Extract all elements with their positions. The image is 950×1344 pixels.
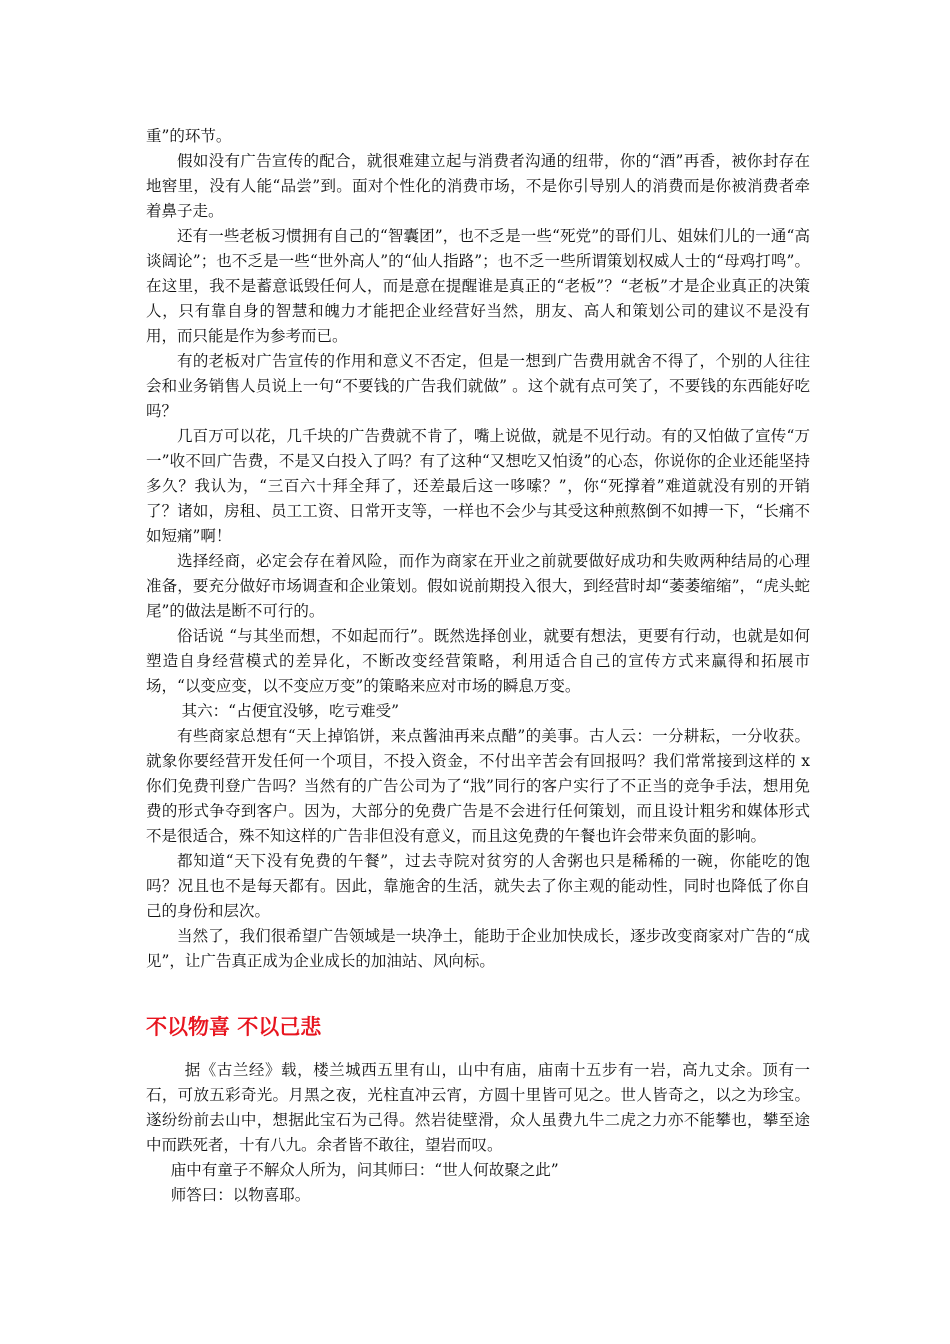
paragraph: 选择经商，必定会存在着风险，而作为商家在开业之前就要做好成功和失败两种结局的心理准备，要充分做好市场调查和企业策划。假如说前期投入很大，到经营时却“萎萎缩缩”，“虎头蛇尾”的做法是断不可行的。: [146, 552, 810, 620]
paragraph: 据《古兰经》载，楼兰城西五里有山，山中有庙，庙南十五步有一岩，高九丈余。顶有一石，可放五彩奇光。月黑之夜，光柱直冲云宵，方圆十里皆可见之。世人皆奇之，以之为珍宝。遂纷纷前去山中，想据此宝石为己得。然岩徒壁滑，众人虽费九牛二虎之力亦不能攀也，攀至途中而跌死者，十有八九。余者皆不敢往，望岩而叹。: [146, 1061, 810, 1154]
subheading: 其六：“占便宜没够，吃亏难受”: [181, 702, 399, 720]
paragraph: 庙中有童子不解众人所为，问其师曰：“世人何故聚之此”: [170, 1161, 559, 1179]
paragraph: 当然了，我们很希望广告领域是一块净土，能助于企业加快成长，逐步改变商家对广告的“成见”，让广告真正成为企业成长的加油站、风向标。: [146, 927, 810, 970]
section-title: 不以物喜 不以己悲: [146, 1015, 322, 1039]
paragraph: 有些商家总想有“天上掉馅饼，来点酱油再来点醋”的美事。古人云：一分耕耘，一分收获。就象你要经营开发任何一个项目，不投入资金，不付出辛苦会有回报吗？我们常常接到这样的 x 你们免费刊登广告吗？当然有的广告公司为了“戕”同行的客户实行了不正当的竞争手法，想用免费的形式争夺到客户。因为，大部分的免费广告是不会进行任何策划，而且设计粗劣和媒体形式不是很适合，殊不知这样的广告非但没有意义，而且这免费的午餐也许会带来负面的影响。: [146, 727, 810, 845]
paragraph: 还有一些老板习惯拥有自己的“智囊团”，也不乏是一些“死党”的哥们儿、姐妹们儿的一通“高谈阔论”；也不乏是一些“世外高人”的“仙人指路”；也不乏一些所谓策划权威人士的“母鸡打鸣”。在这里，我不是蓄意诋毁任何人，而是意在提醒谁是真正的“老板”？“老板”才是企业真正的决策人，只有靠自身的智慧和魄力才能把企业经营好当然，朋友、高人和策划公司的建议不是没有用，而只能是作为参考而已。: [146, 227, 810, 345]
paragraph: 重”的环节。: [146, 127, 232, 145]
paragraph: 几百万可以花，几千块的广告费就不肯了，嘴上说做，就是不见行动。有的又怕做了宣传“万一”收不回广告费，不是又白投入了吗？有了这种“又想吃又怕烫”的心态，你说你的企业还能坚持多久？我认为，“三百六十拜全拜了，还差最后这一哆嗦？”，你“死撑着”难道就没有别的开销了？诸如，房租、员工工资、日常开支等，一样也不会少与其受这种煎熬倒不如搏一下，“长痛不如短痛”啊！: [146, 427, 810, 545]
paragraph: 俗话说 “与其坐而想，不如起而行”。既然选择创业，就要有想法，更要有行动，也就是如何塑造自身经营模式的差异化，不断改变经营策略，利用适合自己的宣传方式来赢得和拓展市场，“以变应变，以不变应万变”的策略来应对市场的瞬息万变。: [146, 627, 810, 695]
paragraph: 假如没有广告宣传的配合，就很难建立起与消费者沟通的纽带，你的“酒”再香，被你封存在地窖里，没有人能“品尝”到。面对个性化的消费市场，不是你引导别人的消费而是你被消费者牵着鼻子走。: [146, 152, 810, 220]
paragraph: 有的老板对广告宣传的作用和意义不否定，但是一想到广告费用就舍不得了，个别的人往往会和业务销售人员说上一句“不要钱的广告我们就做” 。这个就有点可笑了，不要钱的东西能好吃吗？: [146, 352, 810, 420]
paragraph: 都知道“天下没有免费的午餐”，过去寺院对贫穷的人舍粥也只是稀稀的一碗，你能吃的饱吗？况且也不是每天都有。因此，靠施舍的生活，就失去了你主观的能动性，同时也降低了你自己的身份和层次。: [146, 852, 810, 920]
paragraph: 师答曰：以物喜耶。: [170, 1186, 311, 1204]
document-page: [146, 124, 810, 1208]
